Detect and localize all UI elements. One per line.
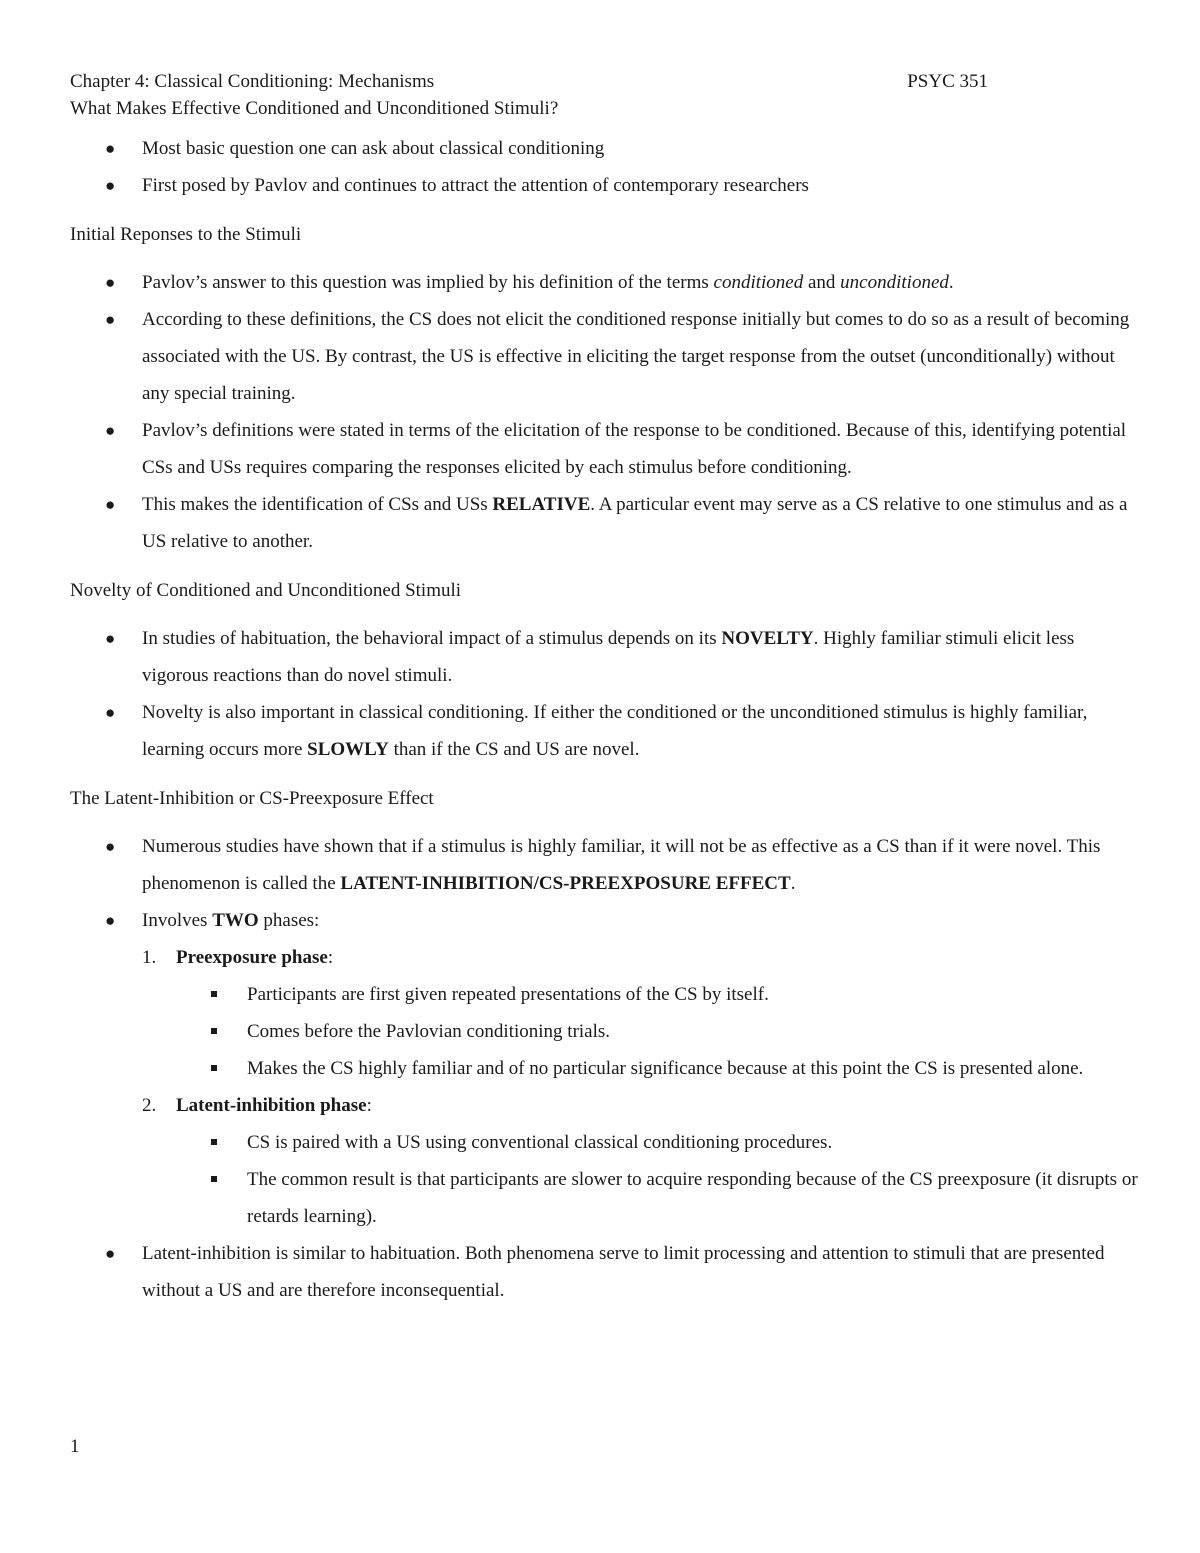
- bullet-icon: ●: [105, 421, 116, 440]
- novelty-list: [70, 620, 1140, 768]
- list-item: Participants are first given repeated presentations of the CS by itself.: [70, 976, 1140, 1013]
- bullet-icon: ●: [105, 911, 116, 930]
- bullet-icon: ●: [105, 495, 116, 514]
- list-item: ● Novelty is also important in classical conditioning. If either the conditioned or the unconditioned stimulus is highly familiar, learning occurs more SLOWLY than if the CS and US are novel.: [70, 694, 1140, 768]
- square-bullet-icon: [211, 1139, 217, 1145]
- chapter-title: Chapter 4: Classical Conditioning: Mechanisms: [70, 71, 435, 92]
- page-number: 1: [70, 1436, 80, 1457]
- list-item: CS is paired with a US using conventional classical conditioning procedures.: [70, 1124, 1140, 1161]
- list-item: ● Pavlov’s definitions were stated in terms of the elicitation of the response to be conditioned. Because of this, identifying potential CSs and USs requires comparing the responses elicited by each stimulus before conditioning.: [70, 412, 1140, 486]
- section-heading-novelty: Novelty of Conditioned and Unconditioned Stimuli: [70, 580, 462, 601]
- list-item: ● Pavlov’s answer to this question was implied by his definition of the terms conditioned and unconditioned.: [70, 264, 1140, 301]
- list-item: ● Latent-inhibition is similar to habituation. Both phenomena serve to limit processing and attention to stimuli that are presented without a US and are therefore inconsequential.: [70, 1235, 1140, 1309]
- list-item: ● In studies of habituation, the behavioral impact of a stimulus depends on its NOVELTY. Highly familiar stimuli elicit less vigorous reactions than do novel stimuli.: [70, 620, 1140, 694]
- phase-2-list: [70, 1124, 1140, 1235]
- document-page: [70, 68, 1140, 1309]
- latent-list: [70, 828, 1140, 939]
- page-subtitle: What Makes Effective Conditioned and Unconditioned Stimuli?: [70, 98, 559, 119]
- list-item: ● Numerous studies have shown that if a stimulus is highly familiar, it will not be as effective as a CS than if it were novel. This phenomenon is called the LATENT-INHIBITION/CS-PREEXPOSURE EFFECT.: [70, 828, 1140, 902]
- list-item: Comes before the Pavlovian conditioning trials.: [70, 1013, 1140, 1050]
- list-item: ● Most basic question one can ask about classical conditioning: [70, 130, 1140, 167]
- phase-number: 1.: [142, 947, 157, 968]
- bullet-icon: ●: [105, 176, 116, 195]
- phase-number: 2.: [142, 1095, 157, 1116]
- phase-1-list: [70, 976, 1140, 1087]
- square-bullet-icon: [211, 991, 217, 997]
- bullet-icon: ●: [105, 837, 116, 856]
- section-heading-latent: The Latent-Inhibition or CS-Preexposure Effect: [70, 788, 434, 809]
- square-bullet-icon: [211, 1028, 217, 1034]
- bullet-icon: ●: [105, 310, 116, 329]
- phase-title: Preexposure phase: [176, 947, 328, 968]
- intro-list: [70, 130, 1140, 204]
- initial-list: [70, 264, 1140, 560]
- bullet-icon: ●: [105, 273, 116, 292]
- course-code: PSYC 351: [907, 71, 988, 92]
- section-heading-initial: Initial Reponses to the Stimuli: [70, 224, 302, 245]
- phase-2-item: 2. Latent-inhibition phase:: [70, 1087, 1140, 1124]
- list-item: ● This makes the identification of CSs and USs RELATIVE. A particular event may serve as a CS relative to one stimulus and as a US relative to another.: [70, 486, 1140, 560]
- square-bullet-icon: [211, 1176, 217, 1182]
- bullet-icon: ●: [105, 1244, 116, 1263]
- bullet-icon: ●: [105, 629, 116, 648]
- latent-list-continued: [70, 1235, 1140, 1309]
- header-row: [70, 68, 988, 95]
- list-item: ● According to these definitions, the CS does not elicit the conditioned response initially but comes to do so as a result of becoming associated with the US. By contrast, the US is effective in eliciting the target response from the outset (unconditionally) without any special training.: [70, 301, 1140, 412]
- list-item: ● Involves TWO phases:: [70, 902, 1140, 939]
- phase-1-item: 1. Preexposure phase:: [70, 939, 1140, 976]
- bullet-icon: ●: [105, 139, 116, 158]
- phase-title: Latent-inhibition phase: [176, 1095, 367, 1116]
- list-item: ● First posed by Pavlov and continues to attract the attention of contemporary researchers: [70, 167, 1140, 204]
- list-item: The common result is that participants are slower to acquire responding because of the CS preexposure (it disrupts or retards learning).: [70, 1161, 1140, 1235]
- list-item: Makes the CS highly familiar and of no particular significance because at this point the CS is presented alone.: [70, 1050, 1140, 1087]
- bullet-icon: ●: [105, 703, 116, 722]
- square-bullet-icon: [211, 1065, 217, 1071]
